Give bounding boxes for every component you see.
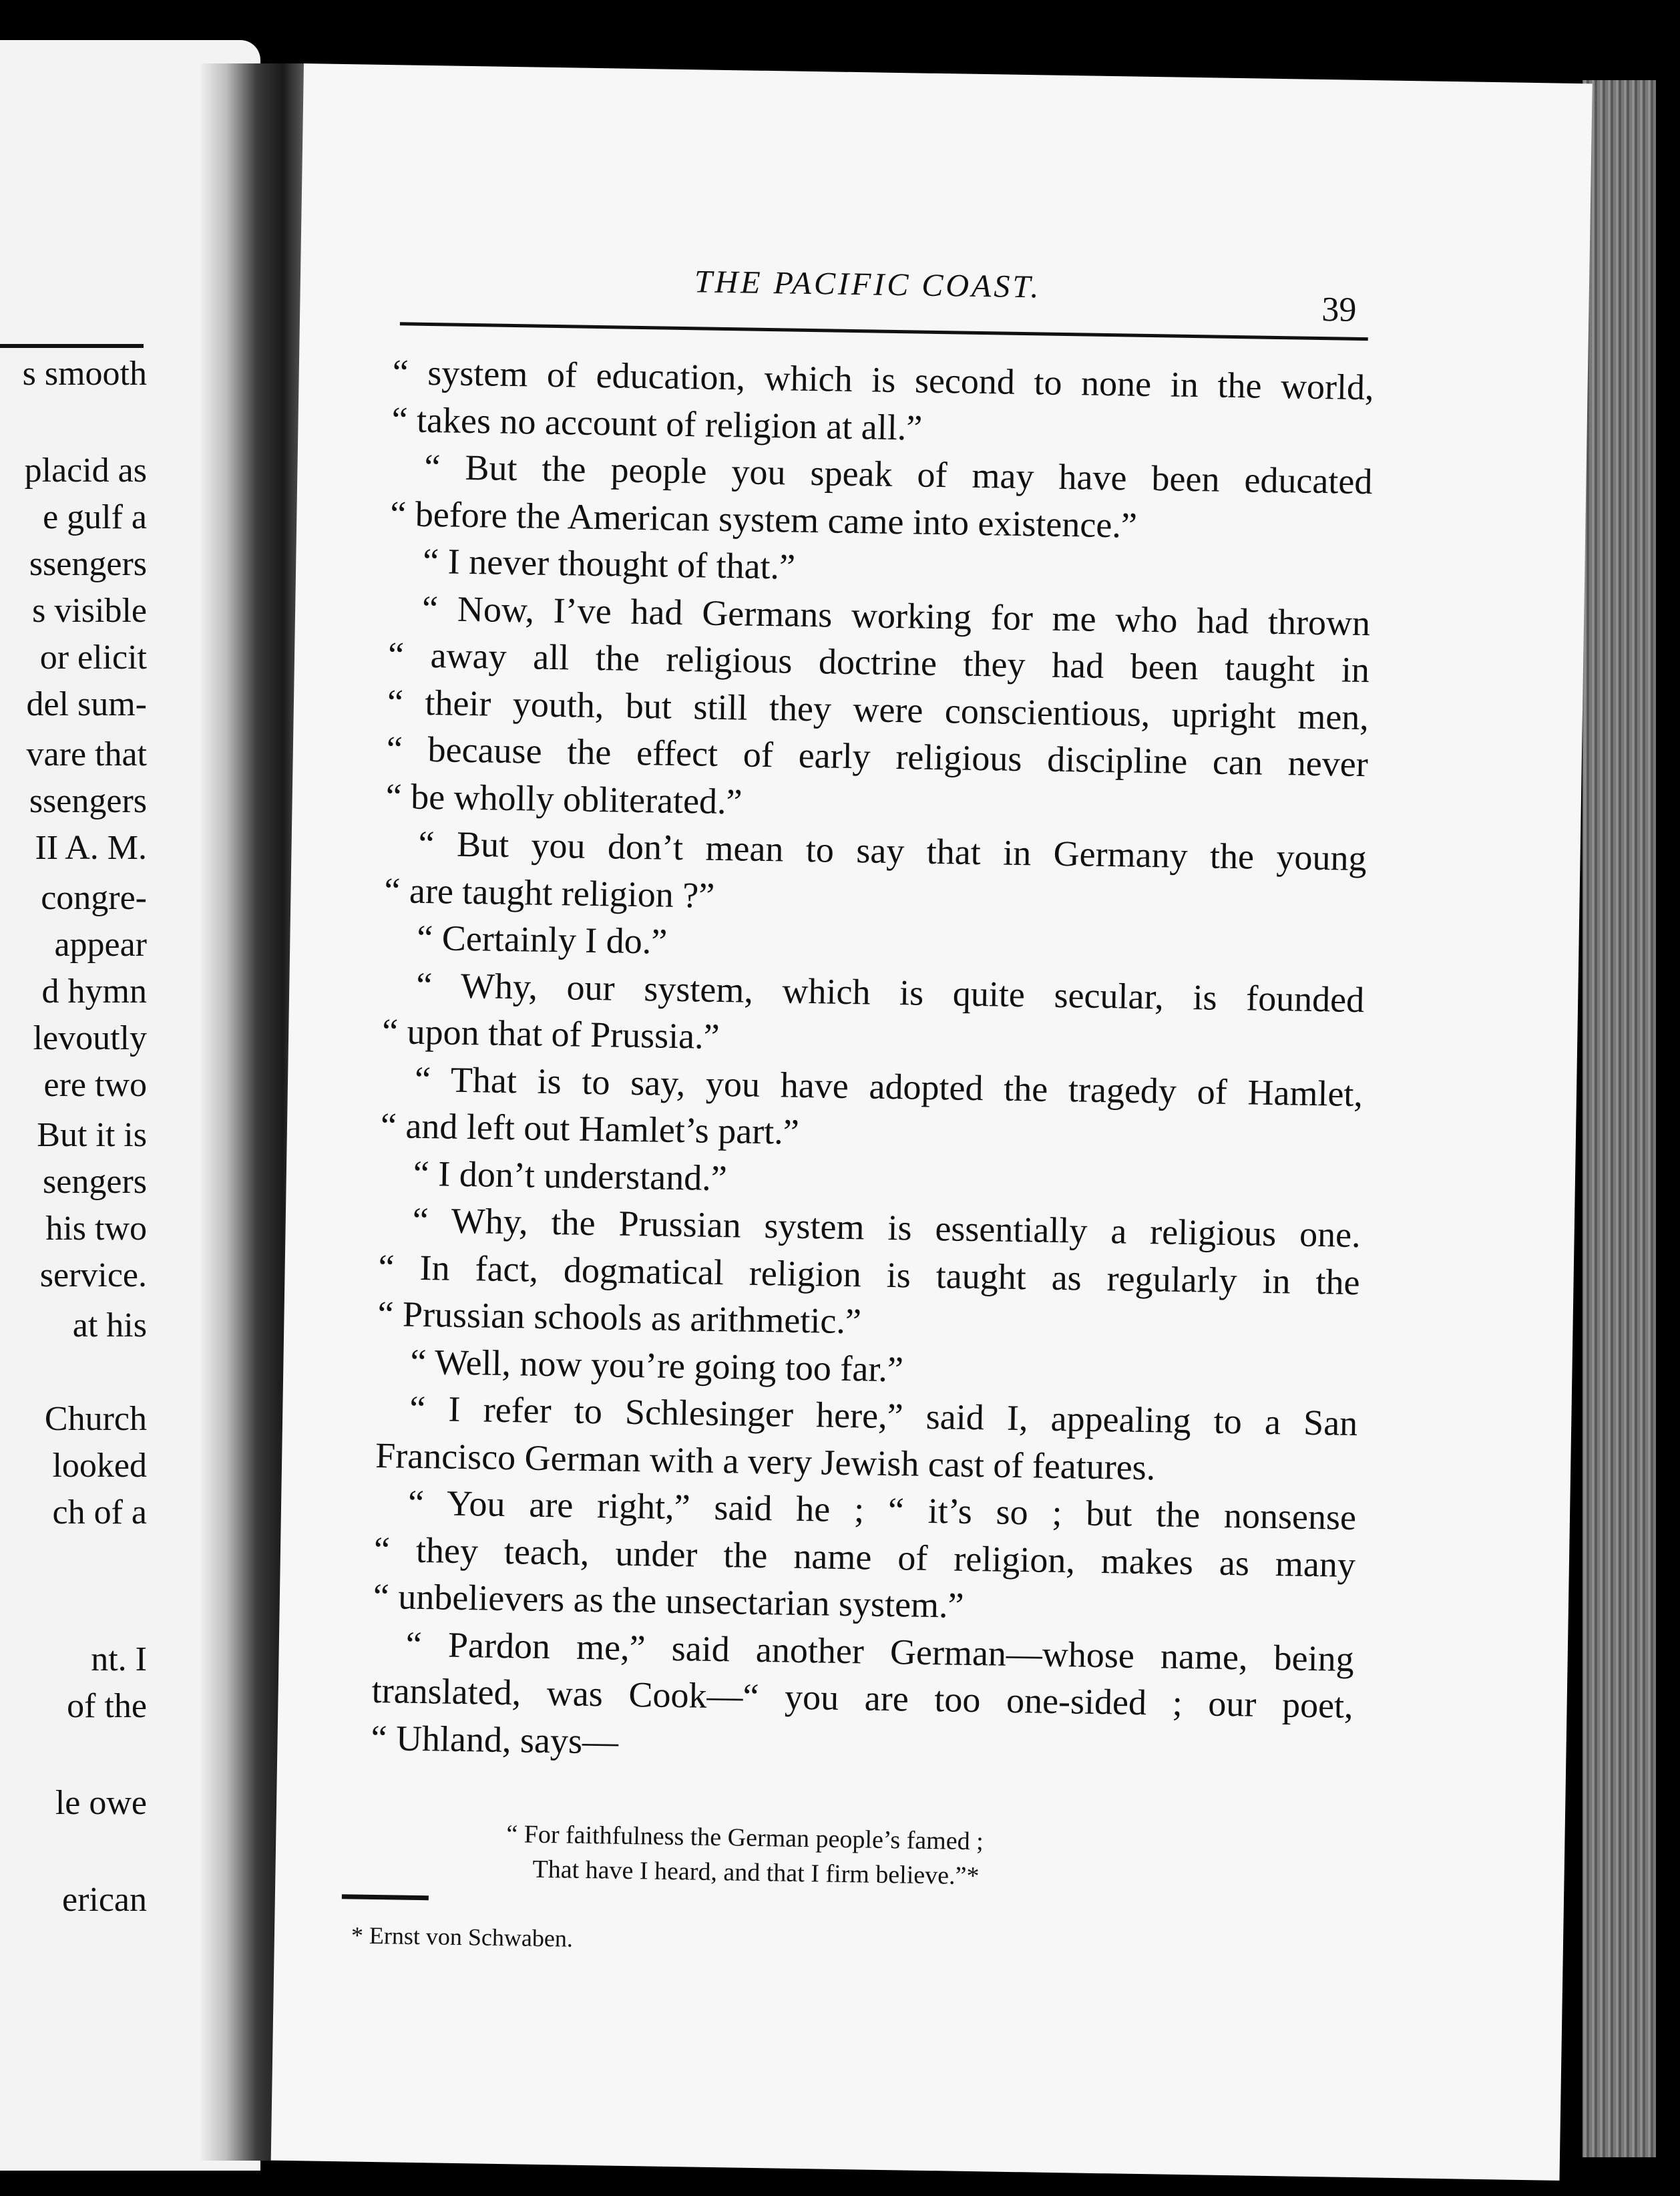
text-line: “ because the effect of early religious discipline can never: [386, 729, 1369, 785]
text-line: “ Uhland, says—: [371, 1717, 619, 1762]
previous-page-line: ch of a: [52, 1493, 147, 1531]
previous-page-line: vare that: [26, 735, 147, 773]
text-line: “ I never thought of that.”: [422, 540, 796, 587]
previous-page-line: looked: [52, 1447, 147, 1485]
page-edges: [1583, 80, 1656, 2157]
previous-page-line: le owe: [55, 1784, 147, 1822]
previous-page-line: his two: [45, 1210, 147, 1248]
previous-page-line: ssengers: [29, 782, 147, 820]
previous-page-line: ere two: [43, 1066, 147, 1104]
previous-page-line: Church: [44, 1400, 147, 1438]
footnote-rule: [342, 1894, 429, 1900]
previous-page-line: ssengers: [29, 545, 147, 583]
text-line: “ be wholly obliterated.”: [385, 775, 743, 821]
previous-page-line: But it is: [37, 1116, 147, 1154]
text-line: Francisco German with a very Jewish cast of features.: [375, 1435, 1156, 1487]
text-line: “ before the American system came into existence.”: [389, 493, 1138, 546]
previous-page-line: s smooth: [22, 355, 147, 393]
text-line: “ away all the religious doctrine they had been taught in: [387, 634, 1370, 691]
text-line: “ I refer to Schlesinger here,” said I, appealing to a San: [409, 1388, 1358, 1444]
text-line: “ are taught religion ?”: [384, 870, 715, 916]
previous-page-line: del sum-: [26, 685, 147, 723]
poem-line: That have I heard, and that I firm believe.”*: [532, 1855, 980, 1891]
text-line: “ I don’t understand.”: [413, 1153, 728, 1198]
text-line: “ Now, I’ve had Germans working for me who had thrown: [421, 588, 1371, 643]
header-rule: [400, 322, 1368, 341]
current-page: [271, 63, 1593, 2181]
previous-page-line: levoutly: [33, 1019, 147, 1057]
previous-page-line: e gulf a: [43, 498, 147, 536]
poem-line: “ For faithfulness the German people’s famed ;: [506, 1820, 984, 1856]
text-line: “ and left out Hamlet’s part.”: [380, 1105, 800, 1152]
previous-page-line: of the: [67, 1687, 147, 1725]
text-line: translated, was Cook—“ you are too one-sided ; our poet,: [371, 1670, 1354, 1726]
text-line: “ That is to say, you have adopted the tragedy of Hamlet,: [414, 1059, 1363, 1114]
previous-page-line: nt. I: [91, 1640, 147, 1678]
previous-page-line: s visible: [32, 592, 147, 630]
previous-page-line: congre-: [41, 879, 147, 917]
text-line: “ Why, our system, which is quite secular, is founded: [415, 964, 1365, 1020]
previous-page-line: erican: [61, 1881, 147, 1919]
page-number: 39: [1321, 290, 1357, 329]
text-line: “ their youth, but still they were conscientious, upright men,: [387, 681, 1370, 737]
text-line: “ Why, the Prussian system is essentially a religious one.: [412, 1200, 1361, 1256]
text-line: “ But the people you speak of may have been educated: [424, 446, 1373, 502]
text-line: “ In fact, dogmatical religion is taught as regularly in the: [378, 1246, 1361, 1302]
previous-page-line: at his: [72, 1306, 147, 1344]
previous-page-line: appear: [54, 926, 147, 964]
text-line: “ Prussian schools as arithmetic.”: [377, 1293, 862, 1342]
text-line: “ takes no account of religion at all.”: [391, 399, 923, 448]
text-line: “ But you don’t mean to say that in Germany the young: [418, 823, 1367, 879]
poem-quote: [505, 1817, 1108, 1895]
previous-page-line: placid as: [24, 451, 147, 490]
text-line: “ they teach, under the name of religion, makes as many: [373, 1529, 1356, 1585]
previous-page-line: service.: [39, 1256, 147, 1294]
previous-page-line: or elicit: [39, 638, 147, 677]
text-line: “ system of education, which is second to none in the world,: [392, 352, 1375, 408]
previous-page-line: sengers: [43, 1163, 147, 1201]
text-line: “ Pardon me,” said another German—whose name, being: [405, 1624, 1355, 1679]
previous-page-rule: [0, 344, 144, 348]
previous-page-line: II A. M.: [35, 829, 147, 867]
text-line: “ Certainly I do.”: [416, 917, 668, 962]
text-line: “ unbelievers as the unsectarian system.”: [373, 1576, 964, 1626]
body-text: [371, 349, 1374, 1777]
text-line: “ upon that of Prussia.”: [381, 1011, 720, 1057]
text-line: “ You are right,” said he ; “ it’s so ; but the nonsense: [407, 1482, 1357, 1538]
previous-page-line: d hymn: [41, 972, 147, 1011]
running-title: THE PACIFIC COAST.: [694, 264, 1042, 305]
text-line: “ Well, now you’re going too far.”: [410, 1341, 904, 1389]
footnote: * Ernst von Schwaben.: [351, 1922, 574, 1952]
